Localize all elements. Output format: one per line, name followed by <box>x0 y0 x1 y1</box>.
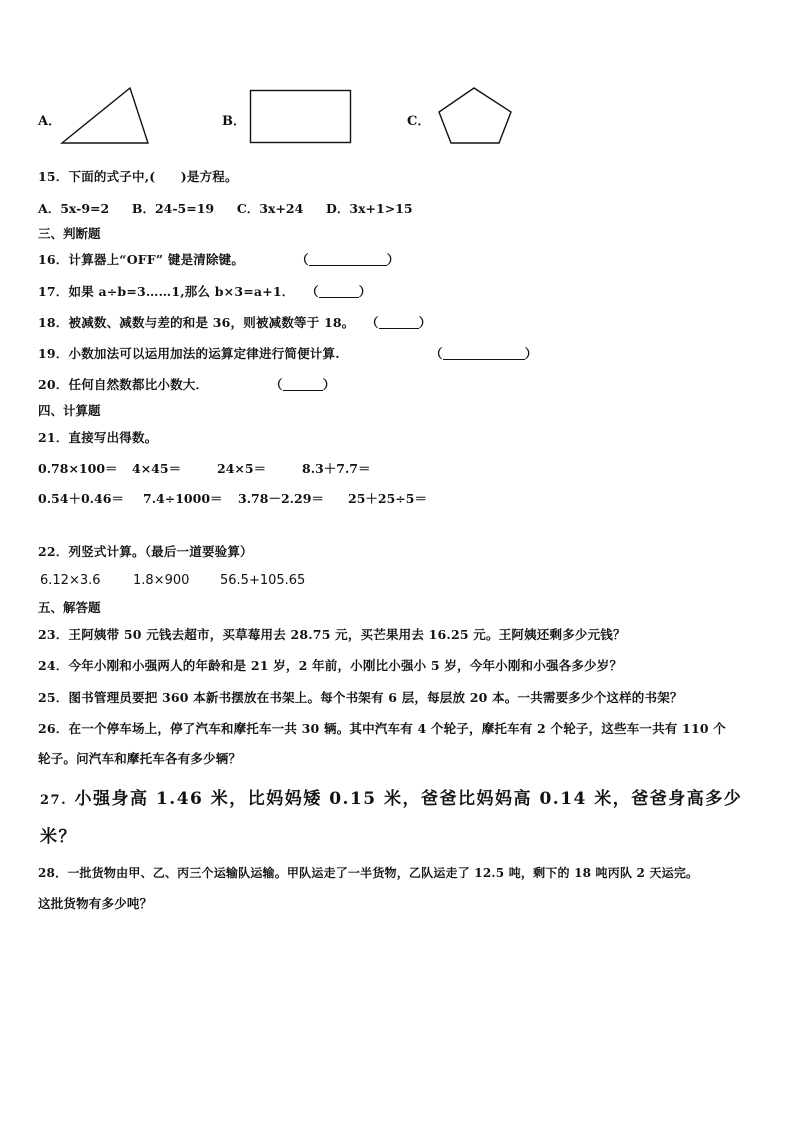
answer-blank-19[interactable] <box>430 344 537 362</box>
question-text-line1: 小强身高 1.46 米，比妈妈矮 0.15 米，爸爸比妈妈高 0.14 米，爸爸身高多少 <box>74 789 743 809</box>
paren-open: （ <box>430 346 443 361</box>
pentagon-figure <box>437 86 515 146</box>
calc-item: 4×45＝ <box>132 461 182 476</box>
question-number: 18． <box>38 315 69 330</box>
question-text-line1: 一批货物由甲、乙、丙三个运输队运输。甲队运走了一半货物，乙队运走了 12.5 吨，剩下的 18 吨丙队 2 天运完。 <box>67 866 699 880</box>
calc-item: 25＋25÷5＝ <box>348 491 427 506</box>
question-number: 27. <box>40 793 68 808</box>
option-a: A．5x-9=2 <box>38 201 110 216</box>
question-18 <box>38 313 355 331</box>
option-d: D．3x+1>15 <box>326 201 413 216</box>
option-b: B．24-5=19 <box>131 201 215 216</box>
question-15-options <box>38 199 413 217</box>
option-c: C．3x+24 <box>236 201 304 216</box>
question-26-line2: 轮子。问汽车和摩托车各有多少辆？ <box>38 751 242 766</box>
question-number: 15． <box>38 169 69 184</box>
calc-item: 3.78－2.29＝ <box>238 491 324 506</box>
question-19 <box>38 344 340 362</box>
question-number: 28． <box>38 866 68 880</box>
option-b-label: B． <box>222 114 246 129</box>
question-27-line2: 米？ <box>40 827 77 847</box>
paren-close: ） <box>358 284 372 299</box>
question-text: 今年小刚和小强两人的年龄和是 21 岁，2 年前，小刚比小强小 5 岁，今年小刚和小强各多少岁？ <box>68 658 623 673</box>
question-27 <box>40 784 742 809</box>
paren-close: ） <box>322 377 336 392</box>
section-heading-judge: 三、判断题 <box>38 226 101 241</box>
question-text: 王阿姨带 50 元钱去超市，买草莓用去 28.75 元，买芒果用去 16.25 元。王阿姨还剩多少元钱？ <box>68 627 626 642</box>
question-15 <box>38 167 238 185</box>
question-number: 21． <box>38 430 69 445</box>
vertical-calc-item: 6.12×3.6 <box>40 573 101 588</box>
answer-blank-17[interactable] <box>306 282 371 300</box>
calc-item: 8.3＋7.7＝ <box>302 461 371 476</box>
question-text: 被减数、减数与差的和是 36，则被减数等于 18。 <box>68 315 355 330</box>
calc-item: 24×5＝ <box>217 461 267 476</box>
question-text: 小数加法可以运用加法的运算定律进行简便计算. <box>68 346 340 361</box>
paren-open: （ <box>270 377 283 392</box>
question-28-line2: 这批货物有多少吨？ <box>38 896 153 911</box>
calc-item: 0.54＋0.46＝ <box>38 491 124 506</box>
question-24 <box>38 656 622 674</box>
question-number: 26． <box>38 721 69 736</box>
answer-blank-16[interactable] <box>296 250 399 268</box>
triangle-figure <box>60 86 152 146</box>
question-text: 任何自然数都比小数大． <box>68 377 209 392</box>
question-26 <box>38 719 726 737</box>
paren-open: （ <box>306 284 319 299</box>
question-number: 23． <box>38 627 69 642</box>
question-text-line1: 在一个停车场上，停了汽车和摩托车一共 30 辆。其中汽车有 4 个轮子，摩托车有 2 个轮子，这些车一共有 110 个 <box>68 721 726 736</box>
rectangle-figure <box>249 89 353 145</box>
question-16 <box>38 250 244 268</box>
question-text: 计算器上“OFF” 键是清除键。 <box>68 252 245 267</box>
question-text: 图书管理员要把 360 本新书摆放在书架上。每个书架有 6 层，每层放 20 本。一共需要多少个这样的书架？ <box>68 690 683 705</box>
question-number: 22． <box>38 544 69 559</box>
option-c-label: C． <box>407 114 431 129</box>
question-text: 直接写出得数。 <box>68 430 158 445</box>
paren-close: ） <box>524 346 538 361</box>
vertical-calc-item: 1.8×900 <box>133 573 190 588</box>
question-20 <box>38 375 208 393</box>
question-number: 17． <box>38 284 69 299</box>
question-text: 下面的式子中,( )是方程。 <box>68 169 238 184</box>
calc-item: 7.4÷1000＝ <box>143 491 223 506</box>
question-22 <box>38 542 253 560</box>
paren-close: ） <box>418 315 432 330</box>
question-28 <box>38 864 698 881</box>
vertical-calc-item: 56.5+105.65 <box>220 573 306 588</box>
option-a-label: A． <box>38 114 62 129</box>
answer-blank-18[interactable] <box>366 313 431 331</box>
question-21 <box>38 428 157 446</box>
section-heading-calc: 四、计算题 <box>38 403 101 418</box>
paren-open: （ <box>296 252 309 267</box>
question-17 <box>38 282 295 300</box>
question-number: 25． <box>38 690 69 705</box>
question-number: 19． <box>38 346 69 361</box>
question-number: 16． <box>38 252 69 267</box>
question-23 <box>38 625 626 643</box>
question-number: 24． <box>38 658 69 673</box>
paren-open: （ <box>366 315 379 330</box>
answer-blank-20[interactable] <box>270 375 335 393</box>
question-25 <box>38 688 683 706</box>
section-heading-solve: 五、解答题 <box>38 600 101 615</box>
question-text: 如果 a÷b=3……1,那么 b×3=a+1． <box>68 284 295 299</box>
calc-item: 0.78×100＝ <box>38 461 118 476</box>
paren-close: ） <box>386 252 400 267</box>
question-text: 列竖式计算。（最后一道要验算） <box>68 544 253 559</box>
question-number: 20． <box>38 377 69 392</box>
